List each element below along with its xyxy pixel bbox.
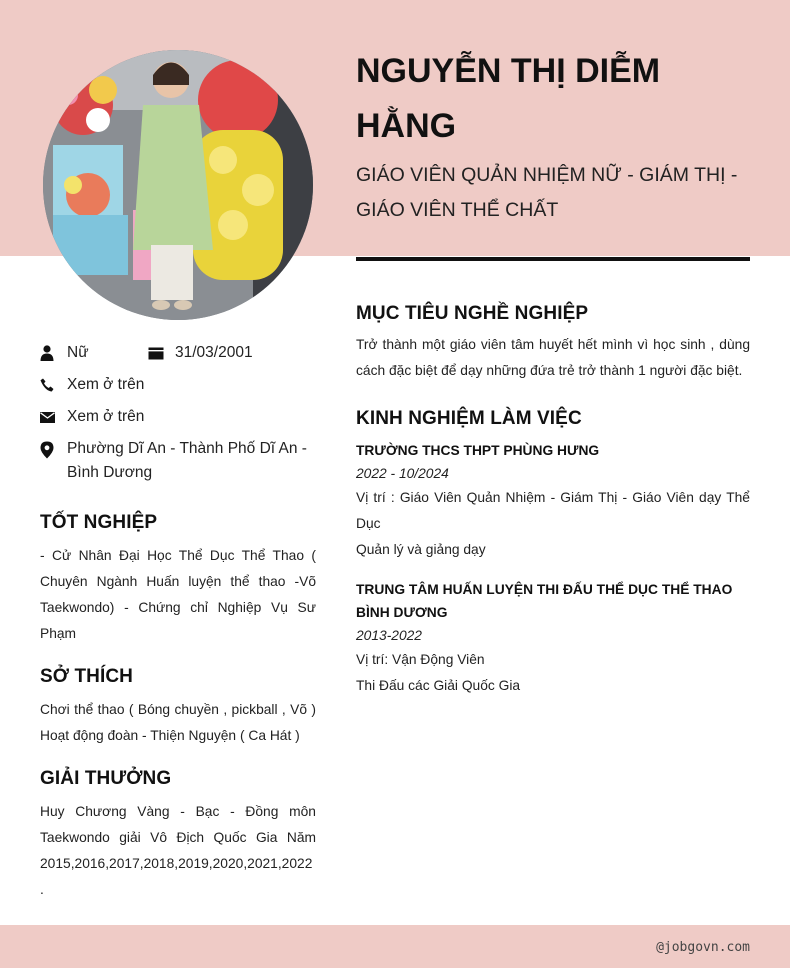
gender-value: Nữ: [67, 344, 89, 361]
objective-text: Trở thành một giáo viên tâm huyết hết mình vì học sinh , dùng cách đặc biệt để dạy những đứa trẻ trở thành 1 người đặc biệt.: [356, 337, 750, 378]
email-value: Xem ở trên: [67, 408, 145, 425]
hobbies-heading: SỞ THÍCH: [40, 666, 134, 687]
mail-icon: [40, 405, 67, 429]
awards-heading: GIẢI THƯỞNG: [40, 768, 172, 789]
candidate-name: NGUYỄN THỊ DIỄM HẰNG: [356, 52, 661, 145]
job-1-detail: Quản lý và giảng dạy: [356, 542, 486, 557]
email-row: [40, 405, 144, 429]
calendar-icon: [148, 341, 175, 365]
job-2-period: 2013-2022: [356, 628, 422, 643]
awards-text: Huy Chương Vàng - Bạc - Đồng môn Taekwondo giải Vô Địch Quốc Gia Năm 2015,2016,2017,2018,2019,2020,2021,2022 .: [40, 804, 316, 897]
job-1-org: TRƯỜNG THCS THPT PHÙNG HƯNG: [356, 443, 600, 458]
candidate-job-title: GIÁO VIÊN QUẢN NHIỆM NỮ - GIÁM THỊ - GIÁO VIÊN THỂ CHẤT: [356, 164, 738, 221]
gender-row: [40, 341, 89, 365]
title-divider: [356, 257, 750, 261]
job-1-position: Vị trí : Giáo Viên Quản Nhiệm - Giám Thị - Giáo Viên dạy Thể Dục: [356, 490, 750, 531]
profile-photo: [43, 50, 313, 320]
education-heading: TỐT NGHIỆP: [40, 512, 158, 533]
objective-heading: MỤC TIÊU NGHỀ NGHIỆP: [356, 303, 589, 324]
job-2-org: TRUNG TÂM HUẤN LUYỆN THI ĐẤU THỂ DỤC THỂ THAO BÌNH DƯƠNG: [356, 582, 733, 620]
job-1-period: 2022 - 10/2024: [356, 466, 449, 481]
phone-row: [40, 373, 144, 397]
education-text: - Cử Nhân Đại Học Thể Dục Thể Thao ( Chuyên Ngành Huấn luyện thể thao -Võ Taekwondo) - Chứng chỉ Nghiệp Vụ Sư Phạm: [40, 548, 316, 641]
hobbies-text: Chơi thể thao ( Bóng chuyền , pickball , Võ ) Hoạt động đoàn - Thiện Nguyện ( Ca Hát ): [40, 702, 316, 743]
phone-value: Xem ở trên: [67, 376, 145, 393]
location-pin-icon: [40, 437, 67, 461]
experience-heading: KINH NGHIỆM LÀM VIỆC: [356, 408, 582, 429]
job-2-position: Vị trí: Vận Động Viên: [356, 652, 485, 667]
footer-watermark: @jobgovn.com: [656, 940, 750, 955]
person-icon: [40, 341, 67, 365]
job-2-detail: Thi Đấu các Giải Quốc Gia: [356, 678, 521, 693]
phone-icon: [40, 373, 67, 397]
address-value: Phường Dĩ An - Thành Phố Dĩ An - Bình Dương: [67, 440, 307, 481]
birthdate-row: [148, 341, 253, 365]
birthdate-value: 31/03/2001: [175, 344, 253, 361]
address-row: [40, 437, 316, 485]
